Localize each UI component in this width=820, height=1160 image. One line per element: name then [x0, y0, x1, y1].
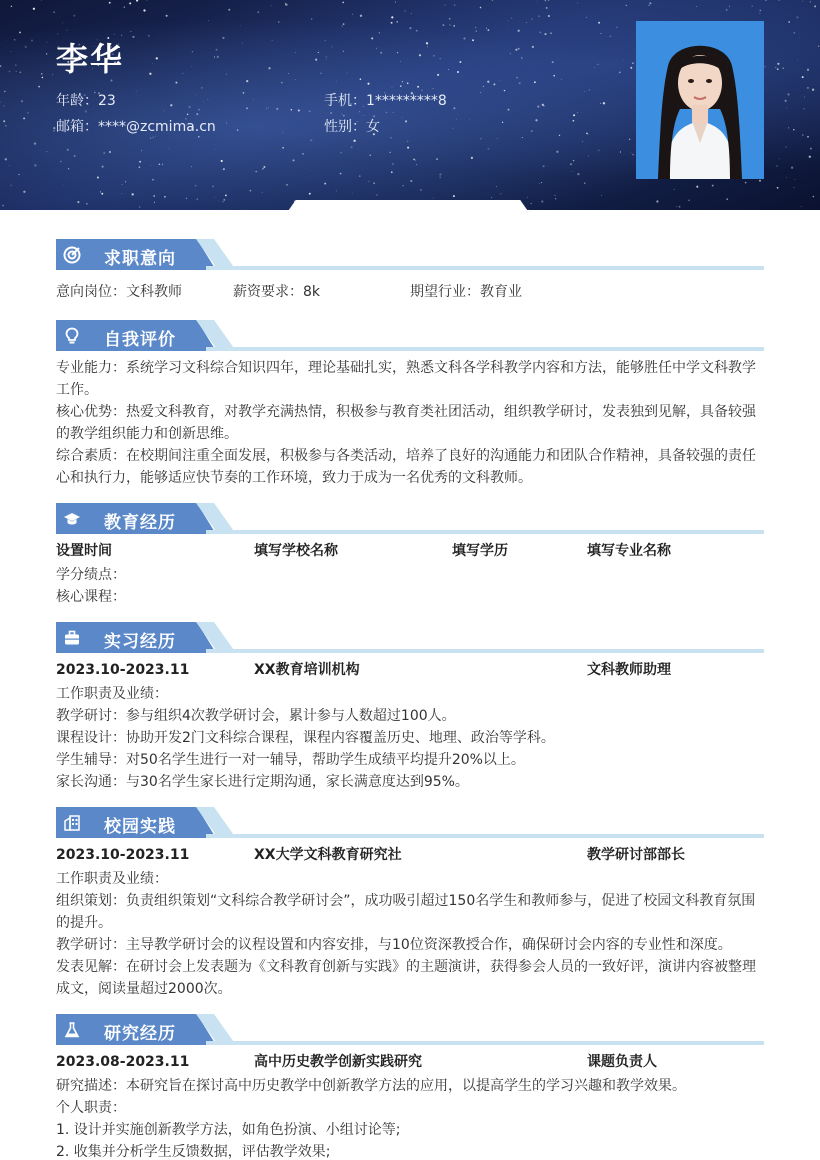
- edu-gpa: 学分绩点：: [56, 567, 126, 583]
- research-line: 1. 设计并实施创新教学方法，如角色扮演、小组讨论等;: [56, 1122, 401, 1138]
- intern-line: 课程设计：协助开发2门文科综合课程，课程内容覆盖历史、地理、政治等学科。: [56, 730, 555, 746]
- candidate-name: 李华: [56, 40, 125, 78]
- building-icon: [63, 814, 81, 832]
- intent-salary: 薪资要求：8k: [233, 284, 321, 300]
- campus-row: [56, 844, 764, 866]
- email-info: 邮箱：****@zcmima.cn: [56, 119, 216, 135]
- briefcase-icon: [63, 629, 81, 647]
- job-intent-row: [56, 281, 764, 303]
- header-notch: [286, 200, 530, 214]
- section-research-header: [56, 1014, 764, 1048]
- section-title: 求职意向: [104, 249, 176, 269]
- self-eval-para-2: 核心优势：热爱文科教育，对教学充满热情，积极参与教育类社团活动，组织教学研讨，发表独到见解，具备较强的教学组织能力和创新思维。: [56, 404, 756, 442]
- campus-line: 教学研讨：主导教学研讨会的议程设置和内容安排，与10位资深教授合作，确保研讨会内容的专业性和深度。: [56, 937, 732, 953]
- profile-photo: [636, 21, 764, 179]
- research-line: 2. 收集并分析学生反馈数据，评估教学效果;: [56, 1144, 331, 1160]
- header-banner: [0, 0, 820, 210]
- research-row: [56, 1051, 764, 1073]
- section-campus-header: [56, 807, 764, 841]
- self-eval-para-1: 专业能力：系统学习文科综合知识四年，理论基础扎实，熟悉文科各学科教学内容和方法，能够胜任中学文科教学工作。: [56, 360, 756, 398]
- intern-line: 教学研讨：参与组织4次教学研讨会，累计参与人数超过100人。: [56, 708, 456, 724]
- graduation-cap-icon: [63, 510, 81, 528]
- campus-line: 发表见解：在研讨会上发表题为《文科教育创新与实践》的主题演讲，获得参会人员的一致好评，演讲内容被整理成文，阅读量超过2000次。: [56, 959, 756, 997]
- flask-icon: [63, 1021, 81, 1039]
- campus-org: XX大学文科教育研究社: [254, 847, 402, 863]
- research-line: 个人职责：: [56, 1100, 126, 1116]
- intern-time: 2023.10-2023.11: [56, 662, 190, 678]
- intern-org: XX教育培训机构: [254, 662, 360, 678]
- campus-line: 工作职责及业绩：: [56, 871, 168, 887]
- self-eval-para-3: 综合素质：在校期间注重全面发展，积极参与各类活动，培养了良好的沟通能力和团队合作精神，具备较强的责任心和执行力，能够适应快节奏的工作环境，致力于成为一名优秀的文科教师。: [56, 448, 756, 486]
- section-self-eval-header: [56, 320, 764, 354]
- gender-info: 性别：女: [324, 119, 380, 135]
- edu-time: 设置时间: [56, 543, 112, 559]
- intern-line: 家长沟通：与30名学生家长进行定期沟通，家长满意度达到95%。: [56, 774, 469, 790]
- section-education-header: [56, 503, 764, 537]
- edu-degree: 填写学历: [452, 543, 508, 559]
- section-title: 校园实践: [104, 817, 176, 837]
- intern-line: 工作职责及业绩：: [56, 686, 168, 702]
- section-title: 研究经历: [104, 1024, 176, 1044]
- intern-line: 学生辅导：对50名学生进行一对一辅导，帮助学生成绩平均提升20%以上。: [56, 752, 525, 768]
- section-title: 教育经历: [104, 513, 176, 533]
- research-role: 课题负责人: [587, 1054, 657, 1070]
- campus-time: 2023.10-2023.11: [56, 847, 190, 863]
- research-line: 研究描述：本研究旨在探讨高中历史教学中创新教学方法的应用，以提高学生的学习兴趣和教学效果。: [56, 1078, 686, 1094]
- target-icon: [63, 246, 81, 264]
- intern-role: 文科教师助理: [587, 662, 671, 678]
- edu-major: 填写专业名称: [587, 543, 671, 559]
- section-internship-header: [56, 622, 764, 656]
- research-time: 2023.08-2023.11: [56, 1054, 190, 1070]
- phone-info: 手机：1*********8: [324, 93, 447, 109]
- edu-school: 填写学校名称: [254, 543, 338, 559]
- intent-position: 意向岗位：文科教师: [56, 284, 182, 300]
- lightbulb-icon: [63, 327, 81, 345]
- section-job-intent-header: [56, 239, 764, 273]
- campus-role: 教学研讨部部长: [587, 847, 685, 863]
- education-row: [56, 540, 764, 562]
- campus-line: 组织策划：负责组织策划“文科综合教学研讨会”，成功吸引超过150名学生和教师参与，促进了校园文科教育氛围的提升。: [56, 893, 756, 931]
- section-title: 自我评价: [104, 330, 176, 350]
- age-info: 年龄：23: [56, 93, 116, 109]
- edu-courses: 核心课程：: [56, 589, 126, 605]
- research-project: 高中历史教学创新实践研究: [254, 1054, 422, 1070]
- section-title: 实习经历: [104, 632, 176, 652]
- intent-industry: 期望行业：教育业: [410, 284, 522, 300]
- internship-row: [56, 659, 764, 681]
